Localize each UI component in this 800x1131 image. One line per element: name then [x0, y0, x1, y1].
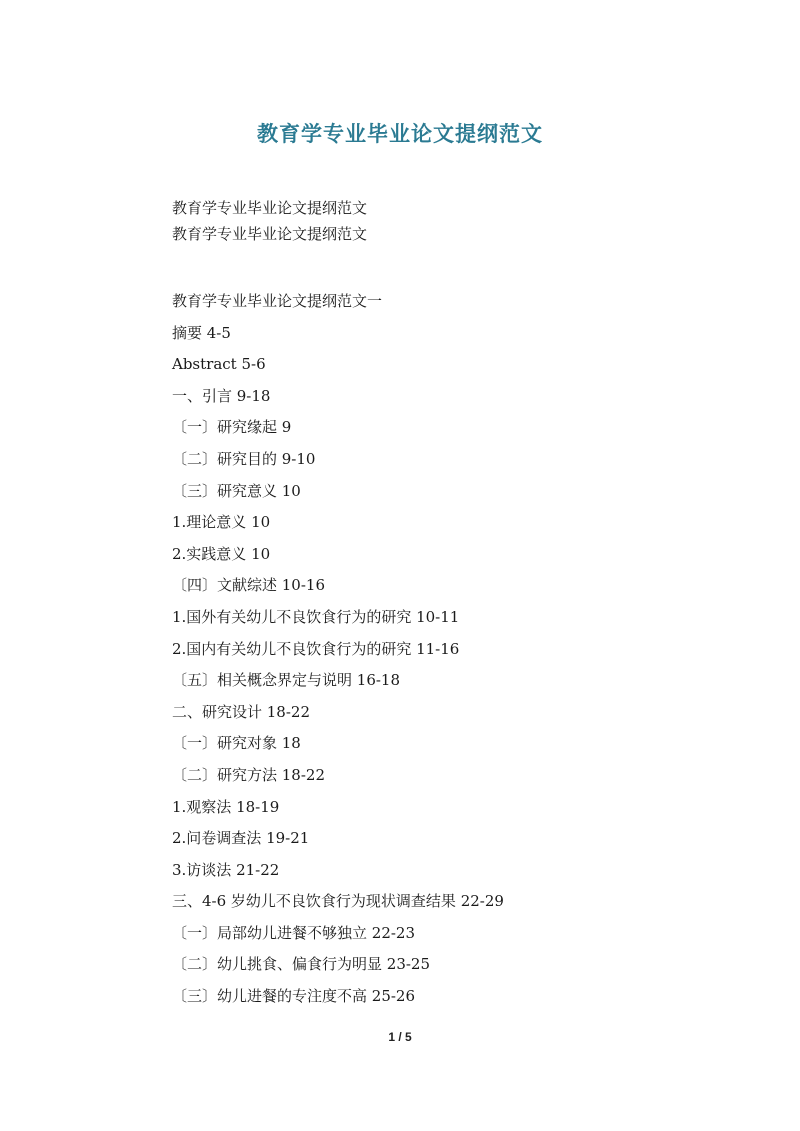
- outline-item: 1.理论意义 10: [172, 513, 271, 532]
- intro-line: 教育学专业毕业论文提纲范文: [172, 199, 368, 217]
- outline-item: 〔三〕研究意义 10: [172, 481, 301, 500]
- outline-item: 〔二〕幼儿挑食、偏食行为明显 23-25: [172, 955, 431, 974]
- outline-item: 〔三〕幼儿进餐的专注度不高 25-26: [172, 987, 416, 1006]
- document-title: 教育学专业毕业论文提纲范文: [257, 121, 543, 146]
- intro-block: [172, 195, 367, 247]
- intro-line: 教育学专业毕业论文提纲范文: [172, 225, 368, 243]
- outline-item: 1.国外有关幼儿不良饮食行为的研究 10-11: [172, 607, 460, 626]
- outline-item: 〔一〕研究缘起 9: [172, 418, 292, 437]
- outline-item: 3.访谈法 21-22: [172, 860, 280, 879]
- outline-item: 2.实践意义 10: [172, 544, 271, 563]
- outline-item: 2.问卷调查法 19-21: [172, 829, 310, 848]
- outline-list: [172, 286, 504, 1013]
- outline-item: 〔五〕相关概念界定与说明 16-18: [172, 671, 401, 690]
- outline-item: 〔四〕文献综述 10-16: [172, 576, 326, 595]
- outline-item: 〔一〕局部幼儿进餐不够独立 22-23: [172, 923, 416, 942]
- outline-item: 〔二〕研究方法 18-22: [172, 765, 326, 784]
- outline-item: 〔一〕研究对象 18: [172, 734, 301, 753]
- outline-item: 教育学专业毕业论文提纲范文一: [172, 292, 383, 310]
- outline-item: 2.国内有关幼儿不良饮食行为的研究 11-16: [172, 639, 460, 658]
- outline-item: 二、研究设计 18-22: [172, 702, 311, 721]
- outline-item: Abstract 5-6: [172, 355, 266, 374]
- outline-item: 〔二〕研究目的 9-10: [172, 449, 316, 468]
- outline-item: 三、4-6 岁幼儿不良饮食行为现状调查结果 22-29: [172, 892, 504, 911]
- outline-item: 1.观察法 18-19: [172, 797, 280, 816]
- outline-item: 一、引言 9-18: [172, 386, 271, 405]
- page-number: 1 / 5: [388, 1030, 412, 1044]
- outline-item: 摘要 4-5: [172, 323, 231, 342]
